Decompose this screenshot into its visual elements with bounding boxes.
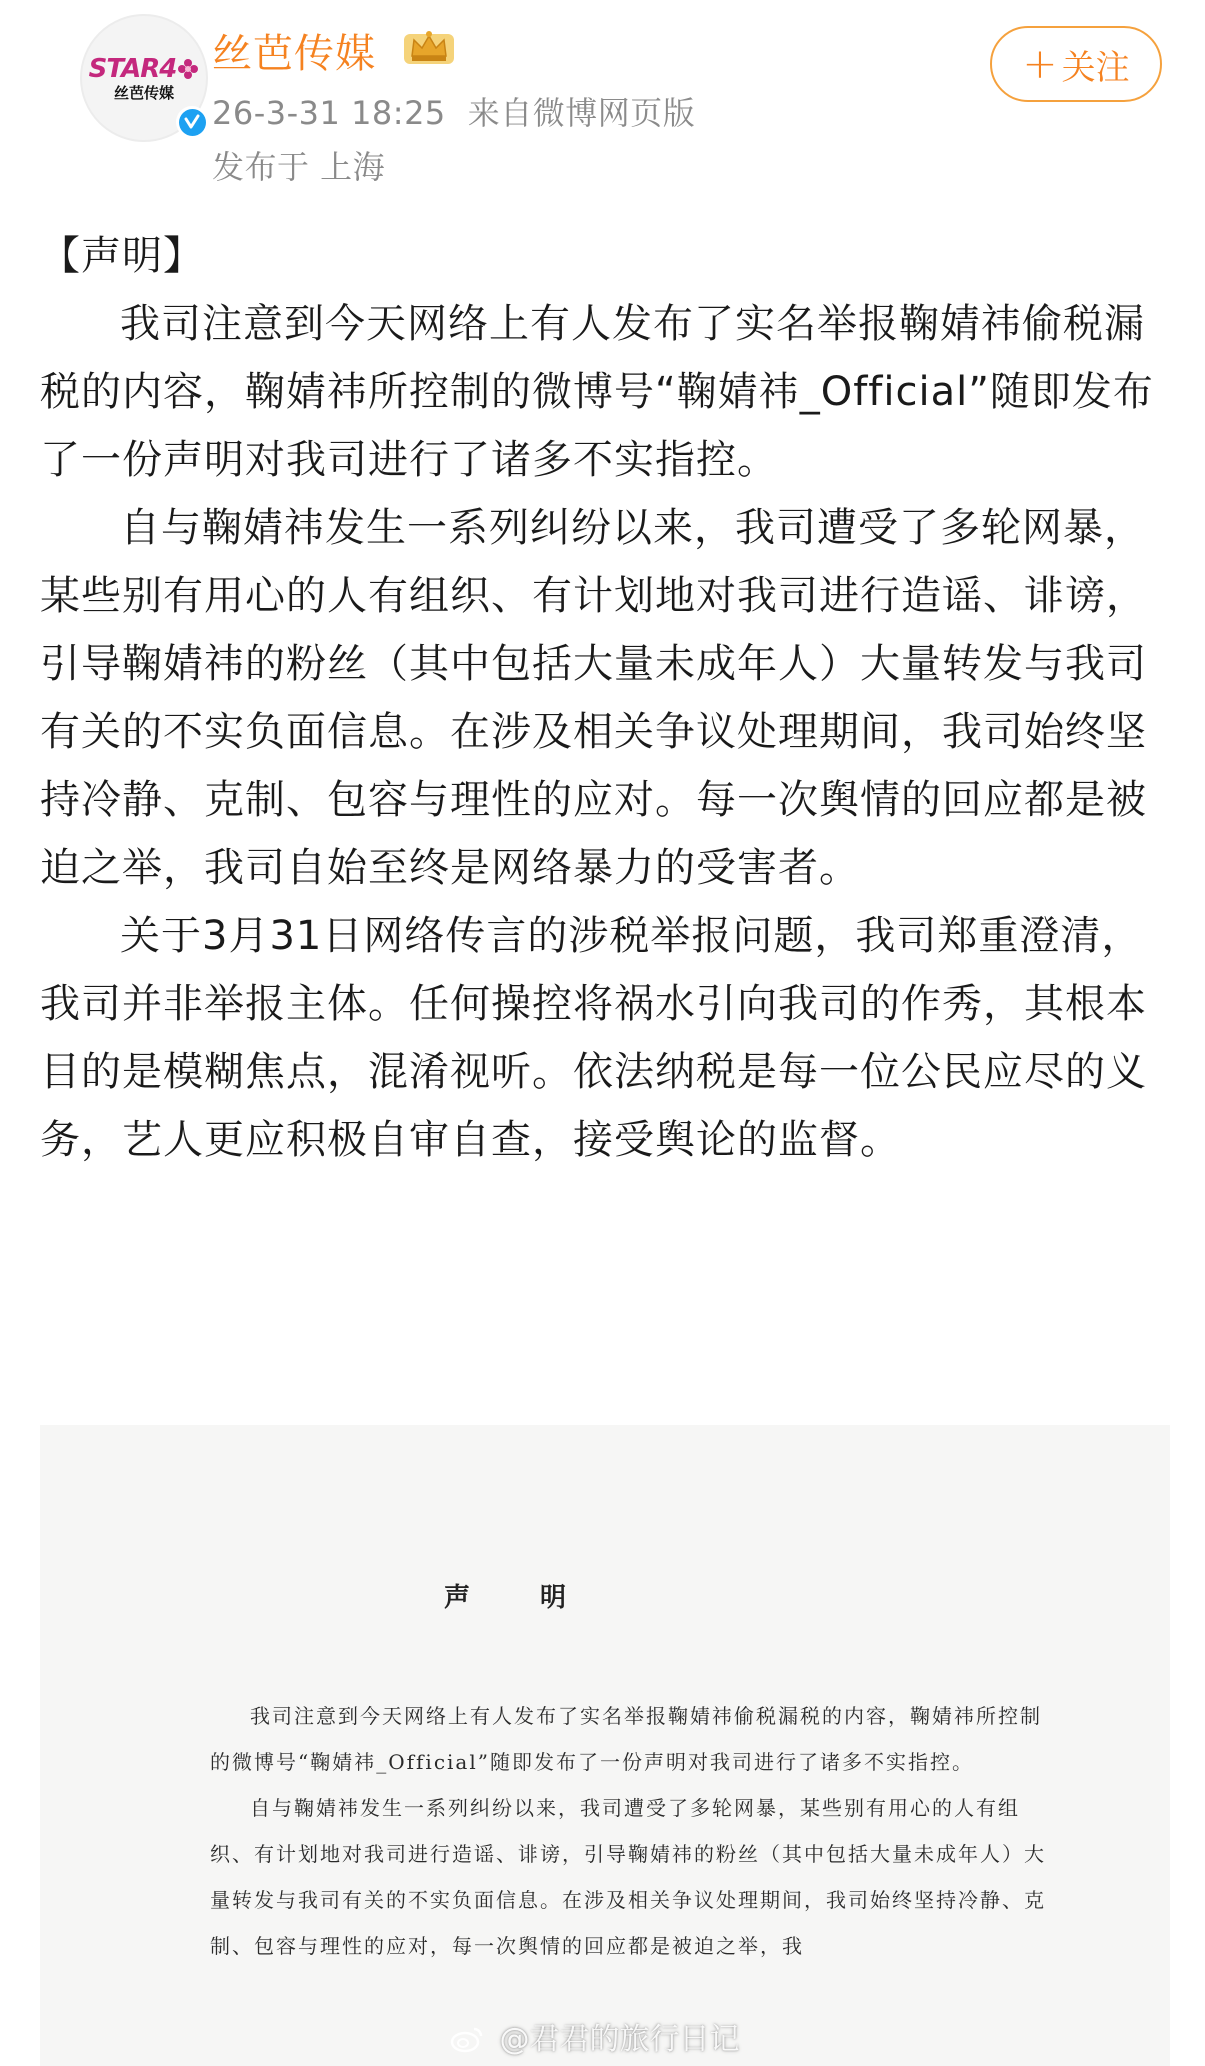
statement-doc-title: 声明 bbox=[443, 1583, 636, 1613]
post-timestamp[interactable]: 26-3-31 18:25 bbox=[212, 94, 446, 132]
follow-button[interactable] bbox=[990, 26, 1162, 102]
flower-icon bbox=[177, 58, 199, 80]
attached-statement-image[interactable] bbox=[40, 1425, 1170, 2066]
post-title: 【声明】 bbox=[40, 233, 204, 279]
weibo-logo-icon bbox=[450, 2022, 494, 2057]
verified-check-icon bbox=[183, 113, 201, 131]
post-text bbox=[40, 222, 1170, 1174]
post-paragraph-2: 自与鞠婧祎发生一系列纠纷以来，我司遭受了多轮网暴，某些别有用心的人有组织、有计划地对我司进行造谣、诽谤，引导鞠婧祎的粉丝（其中包括大量未成年人）大量转发与我司有关的不实负面信息。在涉及相关争议处理期间，我司始终坚持冷静、克制、包容与理性的应对。每一次舆情的回应都是被迫之举，我司自始至终是网络暴力的受害者。 bbox=[40, 505, 1147, 891]
post-paragraph-3: 关于3月31日网络传言的涉税举报问题，我司郑重澄清，我司并非举报主体。任何操控将祸水引向我司的作秀，其根本目的是模糊焦点，混淆视听。依法纳税是每一位公民应尽的义务，艺人更应积极自审自查，接受舆论的监督。 bbox=[40, 913, 1147, 1163]
statement-doc-body bbox=[210, 1693, 1050, 1969]
image-watermark bbox=[450, 2014, 740, 2058]
post-paragraph-1: 我司注意到今天网络上有人发布了实名举报鞠婧祎偷税漏税的内容，鞠婧祎所控制的微博号“鞠婧祎_Official”随即发布了一份声明对我司进行了诸多不实指控。 bbox=[40, 301, 1154, 483]
plus-icon: + bbox=[1022, 39, 1058, 88]
logo-wordmark: STAR4 bbox=[88, 53, 177, 84]
statement-doc-paragraph-2: 自与鞠婧祎发生一系列纠纷以来，我司遭受了多轮网暴，某些别有用心的人有组织、有计划地对我司进行造谣、诽谤，引导鞠婧祎的粉丝（其中包括大量未成年人）大量转发与我司有关的不实负面信息。在涉及相关争议处理期间，我司始终坚持冷静、克制、包容与理性的应对，每一次舆情的回应都是被迫之举，我 bbox=[210, 1796, 1046, 1958]
post-meta bbox=[212, 88, 695, 134]
post-location: 发布于 上海 bbox=[212, 148, 386, 186]
avatar[interactable] bbox=[80, 14, 208, 142]
watermark-text: @君君的旅行日记 bbox=[499, 2022, 740, 2057]
username[interactable]: 丝芭传媒 bbox=[212, 31, 376, 77]
logo-subtitle: 丝芭传媒 bbox=[113, 83, 174, 102]
crown-badge-icon[interactable] bbox=[400, 24, 458, 68]
statement-doc-paragraph-1: 我司注意到今天网络上有人发布了实名举报鞠婧祎偷税漏税的内容，鞠婧祎所控制的微博号“鞠婧祎_Official”随即发布了一份声明对我司进行了诸多不实指控。 bbox=[210, 1704, 1042, 1774]
post-source: 来自微博网页版 bbox=[467, 94, 696, 132]
follow-label: 关注 bbox=[1061, 47, 1130, 88]
verified-badge bbox=[176, 106, 208, 138]
